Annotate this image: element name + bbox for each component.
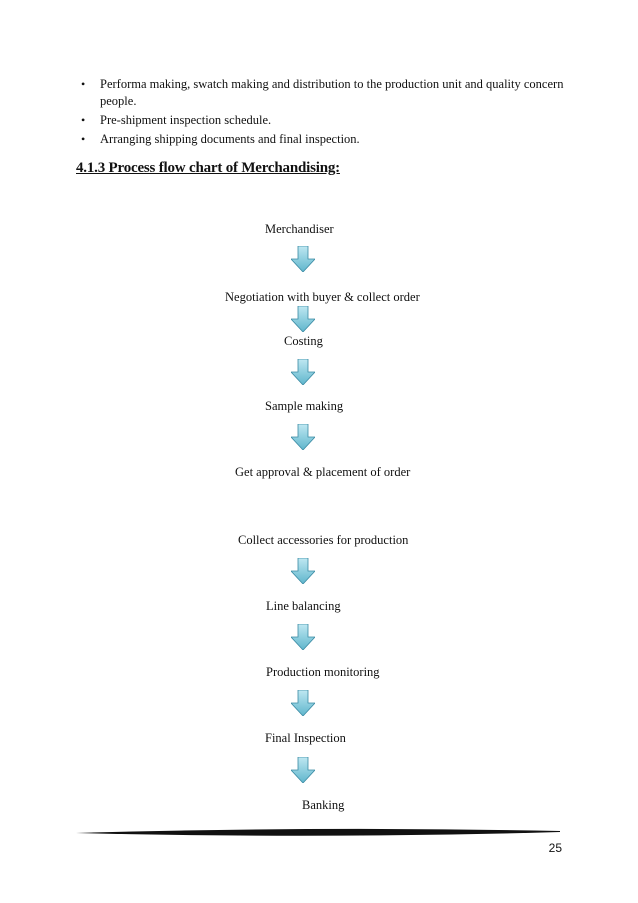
down-arrow-icon [291,558,315,584]
bullet-list [76,76,576,150]
flow-step-accessories: Collect accessories for production [238,533,409,547]
flow-step-approval: Get approval & placement of order [235,465,411,479]
bullet-item [76,131,576,148]
flow-step-banking: Banking [302,798,345,812]
down-arrow-icon [291,757,315,783]
section-heading: 4.1.3 Process flow chart of Merchandising: [76,160,340,176]
down-arrow-icon [291,424,315,450]
flow-step-line-balancing: Line balancing [266,599,341,613]
page-number: 25 [548,841,562,855]
flow-step-production-monitoring: Production monitoring [266,665,380,679]
footer-divider [76,825,560,839]
bullet-item [76,76,576,110]
down-arrow-icon [291,624,315,650]
down-arrow-icon [291,690,315,716]
bullet-text: Arranging shipping documents and final inspection. [100,132,360,146]
flow-step-merchandiser: Merchandiser [265,222,334,236]
down-arrow-icon [291,246,315,272]
bullet-dot: • [81,77,86,91]
down-arrow-icon [291,359,315,385]
bullet-text: Performa making, swatch making and distribution to the production unit and quality concern people. [100,77,564,108]
down-arrow-icon [291,306,315,332]
flow-step-sample-making: Sample making [265,399,344,413]
bullet-dot: • [81,132,86,146]
bullet-dot: • [81,113,86,127]
bullet-item [76,112,576,129]
flow-step-final-inspection: Final Inspection [265,731,346,745]
flow-step-costing: Costing [284,334,323,348]
bullet-text: Pre-shipment inspection schedule. [100,113,272,127]
flow-step-negotiation: Negotiation with buyer & collect order [225,290,420,304]
